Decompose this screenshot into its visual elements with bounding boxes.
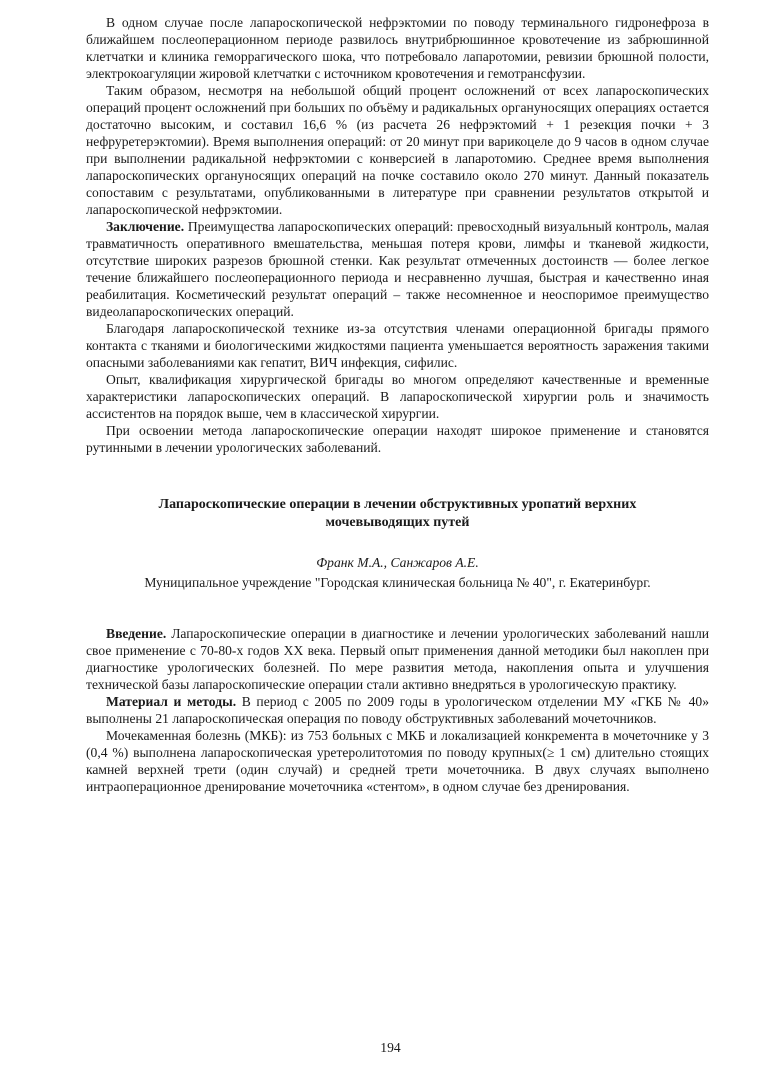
paragraph-team-experience: Опыт, квалификация хирургической бригады во многом определяют качественные и временные характеристики лапароскопических операций. В лапароскопической хирургии роль и значимость ассистентов на порядок выше, чем в классической хирургии. [86, 372, 709, 421]
paragraph-infection-safety: Благодаря лапароскопической технике из-за отсутствия членами операционной бригады прямого контакта с тканями и биологическими жидкостями пациента уменьшается вероятность заражения такими опасными заболеваниями как гепатит, ВИЧ инфекция, сифилис. [86, 321, 709, 370]
paragraph-conclusion [86, 218, 709, 320]
paragraph-complication-summary: Таким образом, несмотря на небольшой общий процент осложнений от всех лапароскопических операций процент осложнений при больших по объёму и радикальных органуносящих операциях остается достаточно высоким, и составил 16,6 % (из расчета 26 нефрэктомий + 1 резекция почки + 3 нефруретерэктомии). Время выполнения операций: от 20 минут при варикоцеле до 9 часов в одном случае при выполнении радикальной нефрэктомии с конверсией в лапаротомию. Среднее время выполнения лапароскопических органуносящих операций на почке составило около 270 минут. Данный показатель сопоставим с результатами, опубликованными в литературе при сравнении результатов открытой и лапароскопической нефрэктомии. [86, 83, 709, 217]
paragraph-complication-case: В одном случае после лапароскопической нефрэктомии по поводу терминального гидронефроза в ближайшем послеоперационном периоде развилось внутрибрюшинное кровотечение из забрюшинной клетчатки и клиника геморрагического шока, что потребовало лапаротомии, ревизии брюшной полости, электрокоагуляции жировой клетчатки с источником кровотечения и гемотрансфузии. [86, 15, 709, 81]
conclusion-text: Преимущества лапароскопических операций: превосходный визуальный контроль, малая травматичность оперативного вмешательства, меньшая потеря крови, лимфы и тканевой жидкости, отсутствие широких разрезов брюшной стенки. Как результат отмеченных достоинств — более легкое течение ближайшего послеоперационного периода и несравненно лучшая, быстрая и качественно иная реабилитация. Косметический результат операций – также несомненное и неоспоримое преимущество видеолапароскопических операций. [86, 219, 709, 319]
page-number: 194 [380, 1040, 401, 1055]
paragraph-methods [86, 693, 709, 727]
methods-label: Материал и методы. [106, 694, 237, 709]
paragraph-mkb: Мочекаменная болезнь (МКБ): из 753 больных с МКБ и локализацией конкремента в мочеточнике у 3 (0,4 %) выполнена лапароскопическая уретеролитотомия по поводу крупных(≥ 1 см) длительно стоящих камней верхней трети (один случай) и средней трети мочеточника. В двух случаях выполнено интраоперационное дренирование мочеточника «стентом», в одном случае без дренирования. [86, 728, 709, 794]
intro-label: Введение. [106, 626, 167, 641]
intro-text: Лапароскопические операции в диагностике и лечении урологических заболеваний нашли свое применение с 70-80-х годов XX века. Первый опыт применения данной методики был накоплен при диагностике урологических болезней. По мере развития метода, накопления опыта и улучшения технической базы лапароскопические операции стали активно внедряться в урологическую практику. [86, 626, 709, 692]
section-spacer [86, 591, 709, 625]
article-title: Лапароскопические операции в лечении обструктивных уропатий верхних мочевыводящих путей [158, 497, 637, 530]
article-authors: Франк М.А., Санжаров А.Е. [316, 555, 479, 570]
methods-text: В период с 2005 по 2009 годы в урологическом отделении МУ «ГКБ № 40» выполнены 21 лапароскопическая операция по поводу обструктивных заболеваний мочеточников. [86, 694, 710, 726]
paragraph-introduction [86, 625, 709, 693]
conclusion-label: Заключение. [106, 219, 185, 234]
paragraph-adoption: При освоении метода лапароскопические операции находят широкое применение и становятся рутинными в лечении урологических заболеваний. [86, 423, 709, 455]
article-affiliation: Муниципальное учреждение "Городская клиническая больница № 40", г. Екатеринбург. [144, 575, 651, 590]
